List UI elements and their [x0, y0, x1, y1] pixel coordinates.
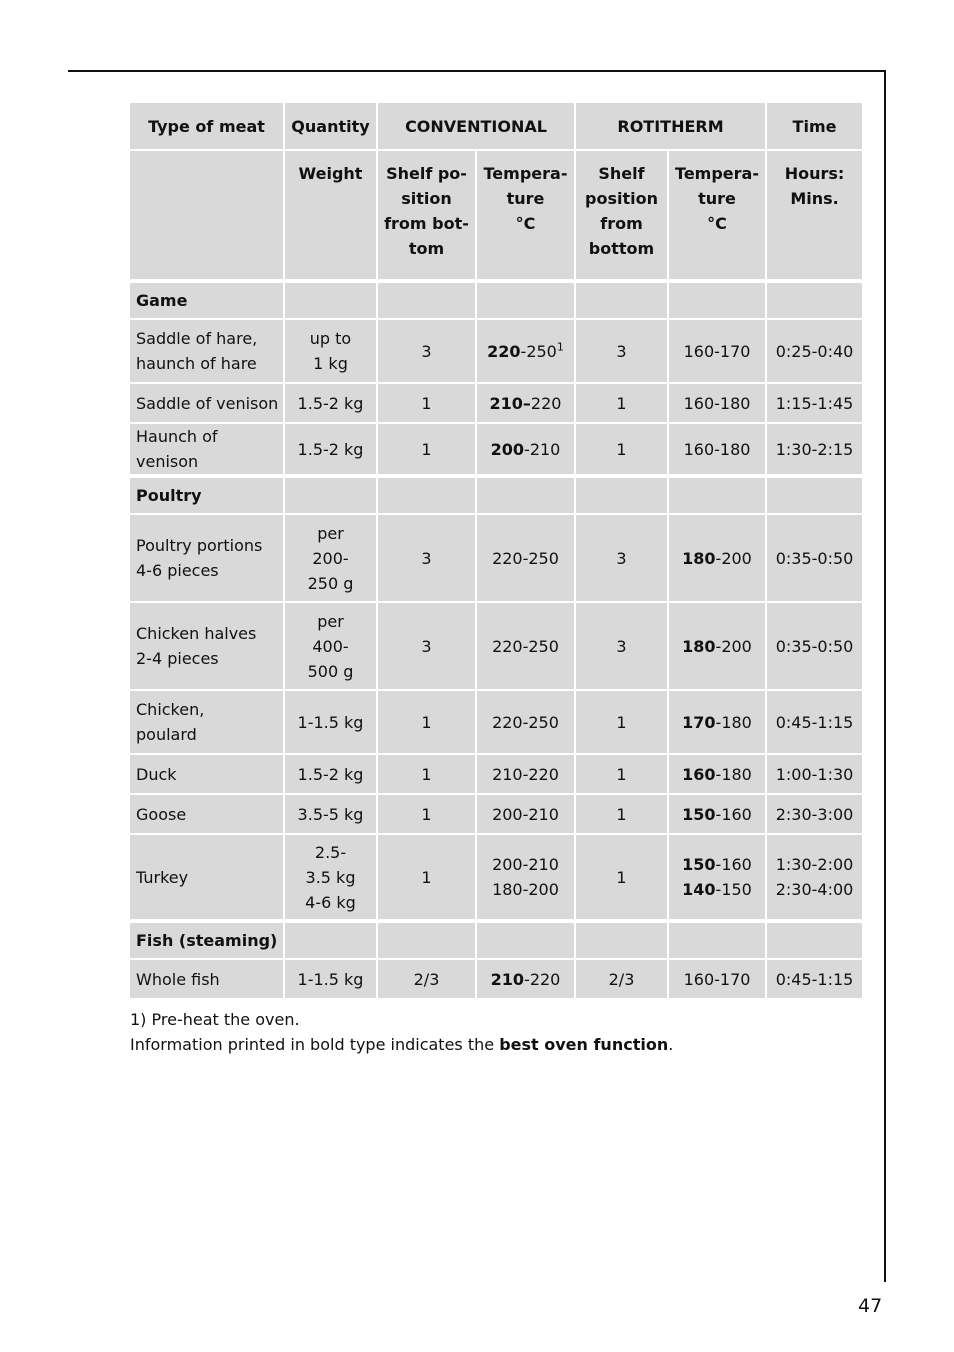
cell-weight: 1.5-2 kg — [285, 755, 376, 793]
cell-weight: 2.5- 3.5 kg 4-6 kg — [285, 835, 376, 919]
cell-roti-shelf: 1 — [576, 691, 667, 753]
header-quantity: Quantity — [285, 103, 376, 149]
cell-roti-temp-value: -180 — [715, 712, 752, 732]
cell-roti-shelf: 3 — [576, 515, 667, 601]
header-conv-temp: Tempera- ture °C — [477, 151, 574, 279]
header-row-2 — [130, 151, 862, 279]
cell-type-of-meat: Duck — [130, 755, 283, 793]
section-blank-cell — [285, 923, 376, 958]
cell-weight: 1-1.5 kg — [285, 960, 376, 998]
cell-conv-temp-value: 220-250 — [492, 548, 559, 568]
section-blank-cell — [378, 478, 475, 513]
cell-conv-temp — [477, 320, 574, 382]
header-blank — [130, 151, 283, 279]
cell-time: 0:45-1:15 — [767, 691, 862, 753]
table-row — [130, 320, 862, 382]
section-blank-cell — [767, 923, 862, 958]
header-rotitherm: ROTITHERM — [576, 103, 765, 149]
cell-type-of-meat: Turkey — [130, 835, 283, 919]
cell-roti-temp-bold: 180 — [682, 636, 716, 656]
cell-conv-temp-bold: 220 — [487, 341, 521, 361]
cell-roti-temp-value: -200 — [715, 636, 752, 656]
cell-roti-temp-bold: 150 — [682, 804, 716, 824]
cell-roti-temp — [669, 755, 765, 793]
cell-conv-temp-value: 220-250 — [492, 712, 559, 732]
cell-weight: 1-1.5 kg — [285, 691, 376, 753]
cell-roti-temp-bold: 140 — [682, 880, 716, 899]
cell-conv-temp-bold: 210– — [489, 393, 531, 413]
cell-roti-temp — [669, 384, 765, 422]
cell-conv-temp-bold: 200 — [490, 439, 525, 459]
section-blank-cell — [576, 283, 667, 318]
cell-conv-temp — [477, 384, 574, 422]
cell-conv-temp-value: 200-210 — [492, 804, 559, 824]
cell-conv-temp-value: -250 — [520, 341, 557, 361]
cell-roti-temp-value: -200 — [715, 548, 752, 568]
cell-time: 1:00-1:30 — [767, 755, 862, 793]
section-blank-cell — [477, 923, 574, 958]
cell-type-of-meat: Goose — [130, 795, 283, 833]
cell-conv-temp-value: 200-210 180-200 — [492, 855, 559, 899]
cell-roti-temp-value: -160 — [715, 855, 752, 874]
cell-roti-temp — [669, 515, 765, 601]
cell-conv-temp — [477, 795, 574, 833]
cell-time: 1:15-1:45 — [767, 384, 862, 422]
table-row — [130, 795, 862, 833]
cell-type-of-meat: Whole fish — [130, 960, 283, 998]
footnote-bold-info-suffix: . — [668, 1035, 674, 1054]
cell-conv-temp-footnote-ref: 1 — [556, 340, 564, 354]
cell-roti-temp — [669, 960, 765, 998]
cell-type-of-meat: Saddle of venison — [130, 384, 283, 422]
cell-conv-temp-value: 210-220 — [492, 764, 559, 784]
page-number: 47 — [858, 1295, 883, 1317]
cell-conv-shelf: 2/3 — [378, 960, 475, 998]
cell-weight: up to 1 kg — [285, 320, 376, 382]
cell-roti-temp — [669, 424, 765, 474]
cell-roti-temp-value: 160-180 — [683, 393, 751, 413]
cell-roti-shelf: 1 — [576, 795, 667, 833]
section-blank-cell — [378, 283, 475, 318]
footnote-bold-info-prefix: Information printed in bold type indicates the — [130, 1035, 500, 1054]
cell-roti-temp — [669, 320, 765, 382]
cell-roti-temp-value: 160-170 — [683, 969, 751, 989]
right-rule — [884, 70, 886, 1282]
table-row — [130, 384, 862, 422]
section-blank-cell — [285, 283, 376, 318]
cell-time: 1:30-2:00 2:30-4:00 — [767, 835, 862, 919]
section-row — [130, 478, 862, 513]
cell-conv-shelf: 3 — [378, 603, 475, 689]
cell-time: 2:30-3:00 — [767, 795, 862, 833]
cell-weight: 1.5-2 kg — [285, 384, 376, 422]
cell-conv-temp — [477, 755, 574, 793]
cell-conv-shelf: 3 — [378, 320, 475, 382]
cell-roti-temp-value: 160-170 — [683, 341, 751, 361]
roasting-table — [128, 101, 864, 1000]
cell-type-of-meat: Poultry portions 4-6 pieces — [130, 515, 283, 601]
cell-conv-temp — [477, 691, 574, 753]
cell-conv-shelf: 1 — [378, 835, 475, 919]
section-blank-cell — [285, 478, 376, 513]
cell-weight: per 400- 500 g — [285, 603, 376, 689]
cell-roti-temp — [669, 603, 765, 689]
section-blank-cell — [477, 478, 574, 513]
footnote-bold-info — [130, 1032, 673, 1057]
cell-conv-temp-value: 220 — [530, 393, 562, 413]
section-blank-cell — [477, 283, 574, 318]
header-conventional: CONVENTIONAL — [378, 103, 574, 149]
footnotes — [130, 1007, 673, 1057]
cell-type-of-meat: Chicken halves 2-4 pieces — [130, 603, 283, 689]
cell-time: 0:35-0:50 — [767, 515, 862, 601]
table-row — [130, 960, 862, 998]
table-row — [130, 603, 862, 689]
cell-roti-shelf: 1 — [576, 384, 667, 422]
section-blank-cell — [767, 478, 862, 513]
table-row — [130, 424, 862, 474]
cell-conv-temp-value: -210 — [524, 439, 561, 459]
cell-roti-temp-bold: 150 — [682, 855, 716, 874]
cell-conv-temp-value: 220-250 — [492, 636, 559, 656]
footnote-bold-info-emphasis: best oven function — [499, 1035, 669, 1054]
cell-roti-temp — [669, 835, 765, 919]
cell-roti-shelf: 3 — [576, 320, 667, 382]
cell-weight: 1.5-2 kg — [285, 424, 376, 474]
cell-weight: per 200- 250 g — [285, 515, 376, 601]
cell-conv-temp — [477, 515, 574, 601]
cell-roti-temp-value: 160-180 — [683, 439, 751, 459]
footnote-preheat: 1) Pre-heat the oven. — [130, 1010, 300, 1029]
cell-conv-shelf: 1 — [378, 424, 475, 474]
cell-conv-temp — [477, 424, 574, 474]
header-weight: Weight — [285, 151, 376, 279]
header-row-1 — [130, 103, 862, 149]
cell-conv-temp-bold: 210 — [490, 969, 525, 989]
cell-roti-shelf: 1 — [576, 835, 667, 919]
cell-weight: 3.5-5 kg — [285, 795, 376, 833]
cell-type-of-meat: Saddle of hare, haunch of hare — [130, 320, 283, 382]
header-conv-shelf: Shelf po- sition from bot- tom — [378, 151, 475, 279]
cell-roti-shelf: 1 — [576, 424, 667, 474]
cell-conv-shelf: 1 — [378, 691, 475, 753]
table-row — [130, 755, 862, 793]
cell-conv-temp — [477, 603, 574, 689]
cell-roti-temp-value: -160 — [715, 804, 752, 824]
section-blank-cell — [378, 923, 475, 958]
header-roti-shelf: Shelf position from bottom — [576, 151, 667, 279]
cell-conv-temp-value: -220 — [524, 969, 561, 989]
cell-roti-shelf: 1 — [576, 755, 667, 793]
table-row — [130, 835, 862, 919]
cell-type-of-meat: Chicken, poulard — [130, 691, 283, 753]
cell-roti-temp-bold: 180 — [682, 548, 716, 568]
cell-conv-shelf: 1 — [378, 795, 475, 833]
cell-roti-temp — [669, 795, 765, 833]
section-blank-cell — [576, 923, 667, 958]
table-row — [130, 691, 862, 753]
cell-time: 0:45-1:15 — [767, 960, 862, 998]
section-title: Poultry — [130, 478, 283, 513]
section-row — [130, 923, 862, 958]
cell-time: 0:25-0:40 — [767, 320, 862, 382]
cell-conv-shelf: 1 — [378, 755, 475, 793]
cell-roti-temp-value: -180 — [715, 764, 752, 784]
cell-conv-shelf: 3 — [378, 515, 475, 601]
cell-roti-shelf: 2/3 — [576, 960, 667, 998]
cell-conv-shelf: 1 — [378, 384, 475, 422]
section-blank-cell — [669, 478, 765, 513]
section-blank-cell — [767, 283, 862, 318]
cell-roti-temp — [669, 691, 765, 753]
header-time: Time — [767, 103, 862, 149]
cell-roti-temp-bold: 160 — [682, 764, 716, 784]
section-blank-cell — [669, 923, 765, 958]
section-title: Fish (steaming) — [130, 923, 283, 958]
cell-type-of-meat: Haunch of venison — [130, 424, 283, 474]
section-title: Game — [130, 283, 283, 318]
section-blank-cell — [576, 478, 667, 513]
header-roti-temp: Tempera- ture °C — [669, 151, 765, 279]
cell-roti-temp-bold: 170 — [682, 712, 716, 732]
section-row — [130, 283, 862, 318]
table-row — [130, 515, 862, 601]
cell-time: 1:30-2:15 — [767, 424, 862, 474]
cell-time: 0:35-0:50 — [767, 603, 862, 689]
cell-conv-temp — [477, 960, 574, 998]
section-blank-cell — [669, 283, 765, 318]
cell-roti-shelf: 3 — [576, 603, 667, 689]
header-hours-mins: Hours: Mins. — [767, 151, 862, 279]
header-type-of-meat: Type of meat — [130, 103, 283, 149]
cell-roti-temp-value: -150 — [715, 880, 752, 899]
cell-conv-temp — [477, 835, 574, 919]
top-rule — [68, 70, 886, 72]
